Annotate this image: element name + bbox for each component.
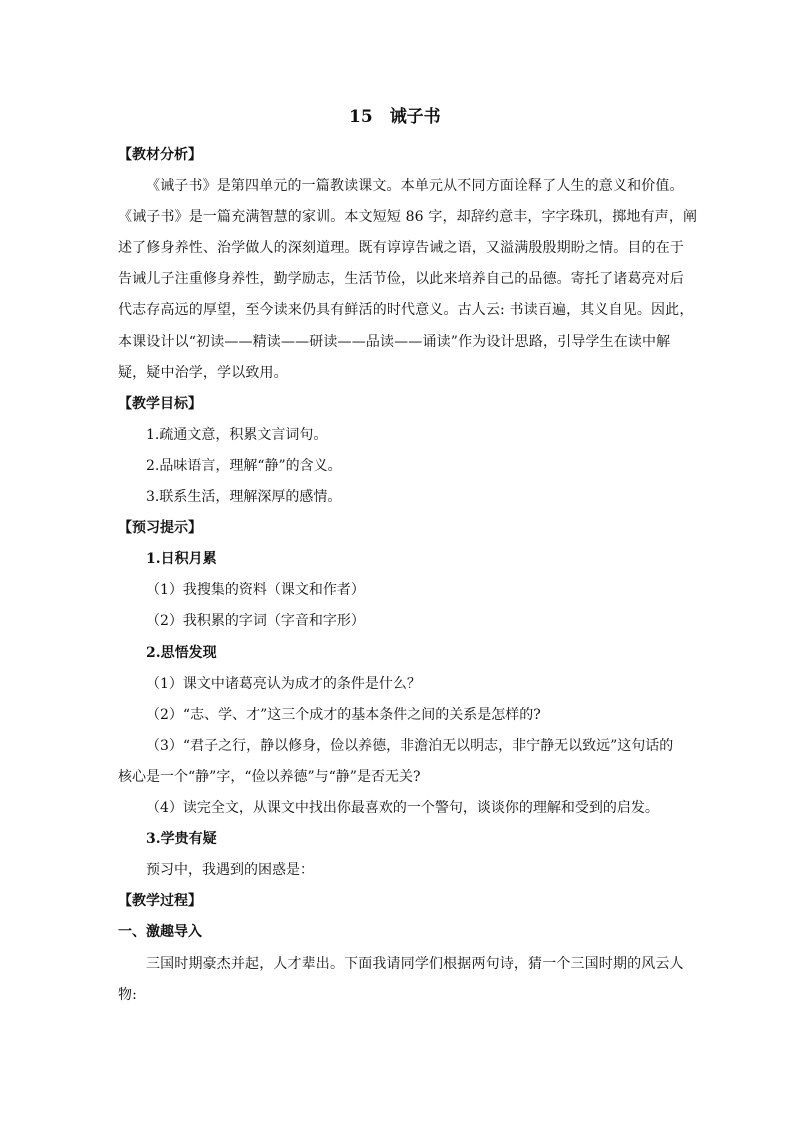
preview-item: （4）读完全文，从课文中找出你最喜欢的一个警句，谈谈你的理解和受到的启发。	[146, 800, 659, 816]
section-heading-analysis: 【教材分析】	[118, 147, 202, 163]
section-heading-process: 【教学过程】	[118, 893, 202, 909]
section-heading-goals: 【教学目标】	[118, 396, 202, 412]
preview-item: （2）“志、学、才”这三个成才的基本条件之间的关系是怎样的?	[146, 707, 541, 723]
section-heading-preview: 【预习提示】	[118, 520, 202, 536]
page-title: 15 诫子书	[349, 107, 441, 127]
preview-item: （2）我积累的字词（字音和字形）	[146, 613, 365, 629]
preview-item: 核心是一个“静”字，“俭以养德”与“静”是否无关?	[118, 769, 421, 785]
analysis-line: 本课设计以“初读——精读——研读——品读——诵读”作为设计思路，引导学生在读中解	[118, 334, 671, 350]
analysis-line: 告诫儿子注重修身养性，勤学励志，生活节俭，以此来培养自己的品德。寄托了诸葛亮对后	[118, 271, 684, 287]
analysis-line: 代志存高远的厚望，至今读来仍具有鲜活的时代意义。古人云: 书读百遍，其义自见。因此，	[118, 302, 694, 318]
goal-item: 3.联系生活，理解深厚的感情。	[146, 489, 342, 505]
process-line: 三国时期豪杰并起，人才辈出。下面我请同学们根据两句诗，猜一个三国时期的风云人	[146, 956, 684, 972]
preview-subheading: 2.思悟发现	[146, 645, 217, 661]
analysis-line: 《诫子书》是第四单元的一篇教读课文。本单元从不同方面诠释了人生的意义和价值。	[146, 178, 684, 194]
preview-item: （1）课文中诸葛亮认为成才的条件是什么？	[146, 676, 421, 692]
preview-subheading: 3.学贵有疑	[146, 831, 217, 847]
analysis-line: 述了修身养性、治学做人的深刻道理。既有谆谆告诫之语，又溢满殷殷期盼之情。目的在于	[118, 240, 684, 256]
preview-item: （3）“君子之行，静以修身，俭以养德，非澹泊无以明志，非宁静无以致远”这句话的	[146, 738, 674, 754]
goal-item: 1.疏通文意，积累文言词句。	[146, 427, 328, 443]
preview-text: 预习中，我遇到的困惑是：	[146, 862, 314, 878]
process-line: 物:	[118, 987, 138, 1003]
analysis-line: 疑，疑中治学，学以致用。	[118, 365, 288, 381]
preview-subheading: 1.日积月累	[146, 551, 217, 567]
analysis-line: 《诫子书》是一篇充满智慧的家训。本文短短 86 字，却辞约意丰，字字珠玑，掷地有声，阐	[118, 209, 698, 225]
process-subheading: 一、激趣导入	[118, 924, 202, 940]
goal-item: 2.品味语言，理解“静”的含义。	[146, 458, 342, 474]
preview-item: （1）我搜集的资料（课文和作者）	[146, 582, 365, 598]
